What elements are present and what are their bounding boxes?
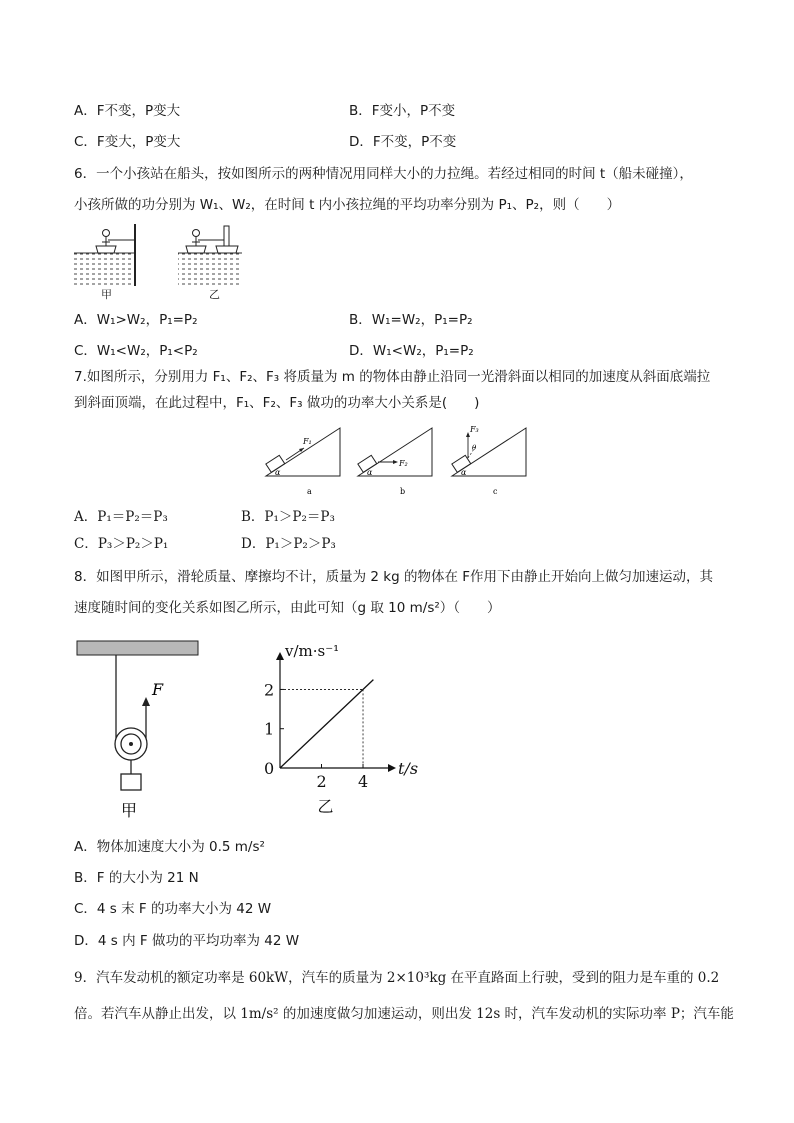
q8-option-d: D．4 s 内 F 做功的平均功率为 42 W bbox=[74, 933, 300, 949]
ceiling bbox=[77, 641, 198, 655]
panel-label-a: a bbox=[307, 487, 312, 496]
chart-caption: 乙 bbox=[317, 797, 334, 816]
q6-figure-label-jia: 甲 bbox=[101, 288, 112, 301]
hanging-block bbox=[121, 774, 141, 790]
q7-option-c: C．P₃＞P₂＞P₁ bbox=[74, 536, 169, 552]
q5-option-c: C．F变大，P变大 bbox=[74, 134, 181, 150]
water-jia bbox=[74, 253, 134, 286]
force-label-f: F bbox=[152, 680, 164, 699]
boat-scene-jia bbox=[74, 224, 135, 286]
velocity-line bbox=[280, 680, 373, 768]
force-label-f1: F₁ bbox=[303, 437, 312, 446]
q6-stem-line1: 6．一个小孩站在船头，按如图所示的两种情况用同样大小的力拉绳。若经过相同的时间 t（船未碰撞）， bbox=[74, 166, 693, 182]
q7-option-b: B．P₁＞P₂＝P₃ bbox=[241, 509, 335, 525]
q6-stem-line2: 小孩所做的功分别为 W₁、W₂，在时间 t 内小孩拉绳的平均功率分别为 P₁、P₂，则（ ） bbox=[74, 197, 621, 213]
angle-label-c: α bbox=[461, 468, 467, 477]
q8-stem-line1: 8．如图甲所示，滑轮质量、摩擦均不计，质量为 2 kg 的物体在 F作用下由静止开始向上做匀加速运动，其 bbox=[74, 569, 713, 585]
q6-option-c: C．W₁<W₂，P₁<P₂ bbox=[74, 343, 198, 359]
angle-label-b: α bbox=[367, 468, 373, 477]
q8-stem-line2: 速度随时间的变化关系如图乙所示，由此可知（g 取 10 m/s²）（ ） bbox=[74, 600, 501, 616]
q8-vt-chart bbox=[260, 642, 419, 820]
q5-option-b: B．F变小，P不变 bbox=[349, 103, 456, 119]
q5-option-d: D．F不变，P不变 bbox=[349, 134, 457, 150]
q7-stem-line2: 到斜面顶端，在此过程中，F₁、F₂、F₃ 做功的功率大小关系是( ) bbox=[74, 395, 480, 411]
q8-option-c: C．4 s 末 F 的功率大小为 42 W bbox=[74, 901, 272, 917]
y-tick-label: 2 bbox=[264, 680, 275, 700]
q7-option-a: A．P₁＝P₂＝P₃ bbox=[74, 509, 168, 525]
q9-line2: 倍。若汽车从静止出发，以 1m/s² 的加速度做匀加速运动，则出发 12s 时，汽车发动机的实际功率 P；汽车能 bbox=[74, 1006, 734, 1022]
incline-panel-b bbox=[358, 428, 432, 496]
incline-panel-a bbox=[266, 428, 340, 496]
q7-stem-line1: 7.如图所示，分别用力 F₁、F₂、F₃ 将质量为 m 的物体由静止沿同一光滑斜面以相同的加速度从斜面底端拉 bbox=[74, 369, 711, 385]
force-arrow-head bbox=[142, 697, 150, 706]
theta-label: θ bbox=[472, 444, 477, 452]
pulley-caption: 甲 bbox=[121, 801, 138, 820]
force-label-f2: F₂ bbox=[399, 459, 408, 468]
q8-option-b: B．F 的大小为 21 N bbox=[74, 870, 199, 886]
q6-option-a: A．W₁>W₂，P₁=P₂ bbox=[74, 312, 198, 328]
origin-label: 0 bbox=[264, 759, 275, 778]
q7-incline-figure bbox=[262, 420, 534, 502]
panel-label-b: b bbox=[400, 487, 406, 496]
q6-option-d: D．W₁<W₂，P₁=P₂ bbox=[349, 343, 474, 359]
x-tick-label: 2 bbox=[316, 772, 327, 791]
q9-line1: 9．汽车发动机的额定功率是 60kW，汽车的质量为 2×10³kg 在平直路面上行驶，受到的阻力是车重的 0.2 bbox=[74, 970, 720, 986]
y-axis-arrow bbox=[276, 652, 284, 660]
force-label-f3: F₃ bbox=[470, 425, 479, 434]
y-tick-label: 1 bbox=[264, 719, 275, 739]
x-axis-label: t/s bbox=[398, 759, 419, 778]
water-yi bbox=[178, 253, 242, 286]
incline-panel-c bbox=[452, 425, 526, 496]
x-axis-arrow bbox=[388, 764, 396, 772]
q6-option-b: B．W₁=W₂，P₁=P₂ bbox=[349, 312, 473, 328]
q5-option-a: A．F不变，P变大 bbox=[74, 103, 181, 119]
angle-label-a: α bbox=[275, 468, 281, 477]
q8-option-a: A．物体加速度大小为 0.5 m/s² bbox=[74, 839, 265, 855]
q8-pulley-figure bbox=[76, 640, 200, 820]
panel-label-c: c bbox=[493, 487, 498, 496]
q6-figure-label-yi: 乙 bbox=[209, 288, 220, 301]
q7-option-d: D．P₁＞P₂＞P₃ bbox=[241, 536, 336, 552]
x-tick-label: 4 bbox=[358, 772, 369, 791]
boat-scene-yi bbox=[178, 226, 242, 286]
y-axis-label: v/m·s⁻¹ bbox=[285, 642, 340, 660]
